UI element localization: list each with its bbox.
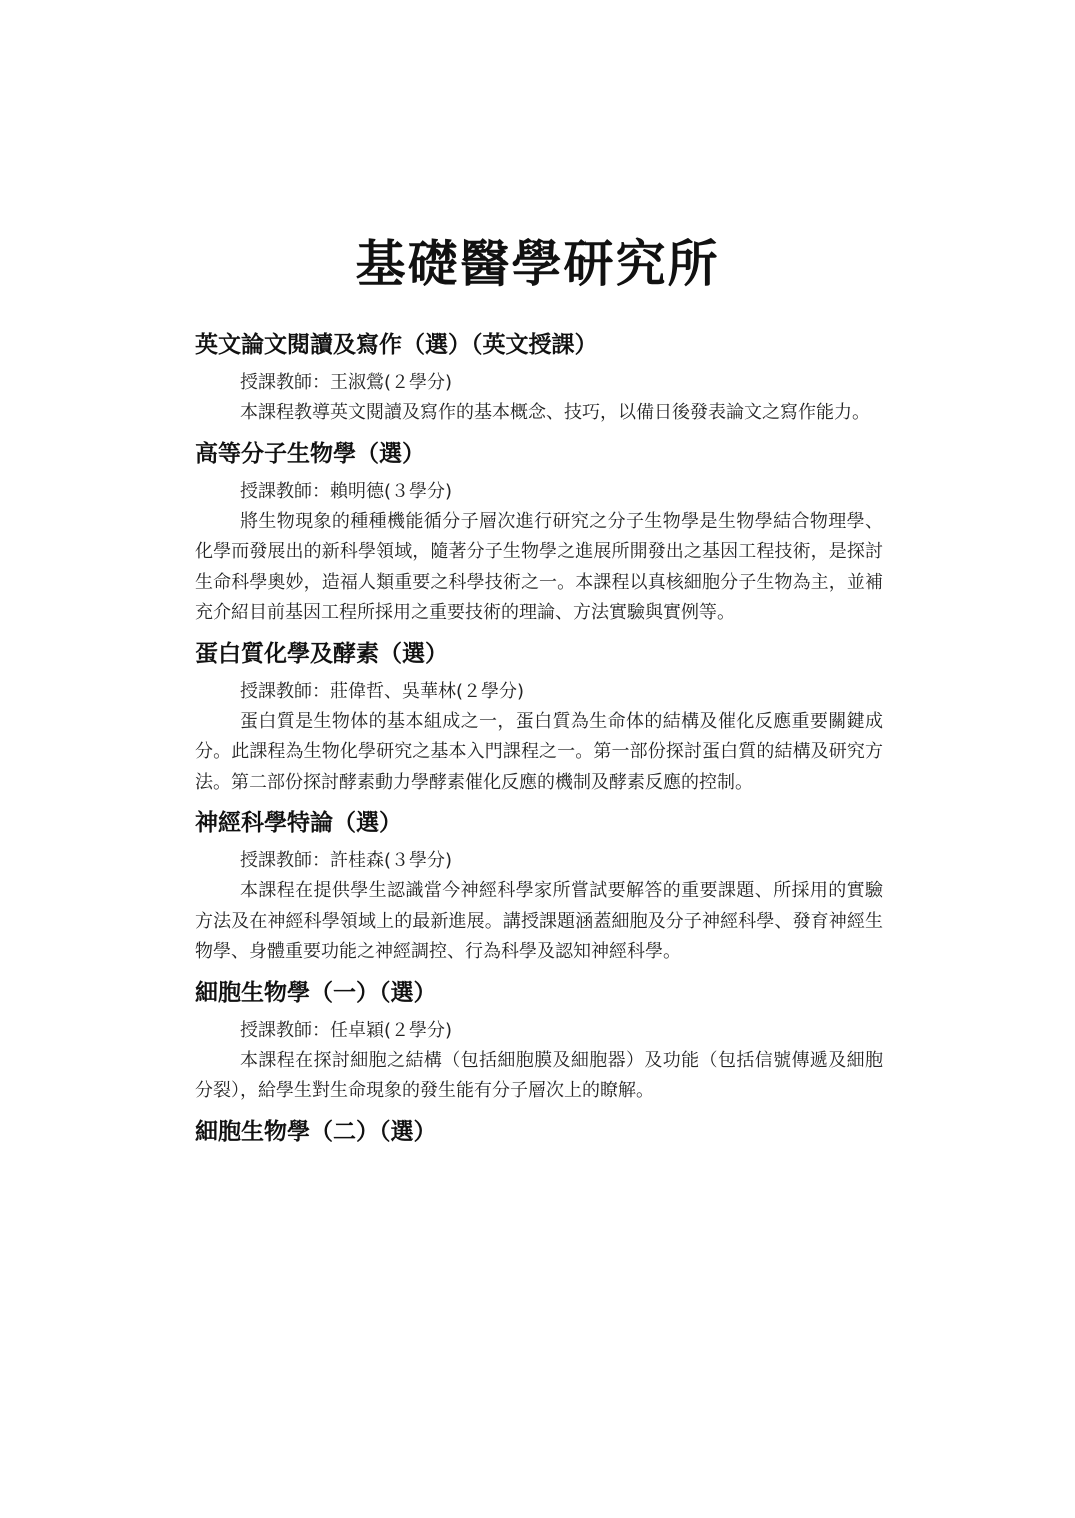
course-advanced-molecular-biology [195, 435, 883, 629]
course-title: 蛋白質化學及酵素（選） [195, 640, 448, 667]
course-cell-biology-2 [195, 1113, 883, 1151]
course-title: 高等分子生物學（選） [195, 440, 425, 467]
course-title: 英文論文閱讀及寫作（選）（英文授課） [195, 332, 598, 358]
course-description: 本課程教導英文閱讀及寫作的基本概念、技巧，以備日後發表論文之寫作能力。 [240, 402, 870, 423]
course-instructor: 授課教師：許桂森(３學分) [240, 850, 453, 871]
course-cell-biology-1 [195, 974, 883, 1107]
course-title: 細胞生物學（一）（選） [195, 979, 437, 1006]
course-description: 本課程在提供學生認識當今神經科學家所嘗試要解答的重要課題、所採用的實驗方法及在神經科學領域上的最新進展。講授課題涵蓋細胞及分子神經科學、發育神經生物學、身體重要功能之神經調控、行為科學及認知神經科學。 [195, 880, 883, 962]
course-instructor: 授課教師：任卓穎(２學分) [240, 1019, 453, 1041]
course-description: 蛋白質是生物体的基本組成之一，蛋白質為生命体的結構及催化反應重要關鍵成分。此課程為生物化學研究之基本入門課程之一。第一部份探討蛋白質的結構及研究方法。第二部份探討酵素動力學酵素催化反應的機制及酵素反應的控制。 [195, 710, 883, 793]
course-description: 將生物現象的種種機能循分子層次進行研究之分子生物學是生物學結合物理學、化學而發展出的新科學領域，隨著分子生物學之進展所開發出之基因工程技術，是探討生命科學奧妙，造福人類重要之科學技術之一。本課程以真核細胞分子生物為主，並補充介紹目前基因工程所採用之重要技術的理論、方法實驗與實例等。 [195, 510, 883, 623]
course-description: 本課程在探討細胞之結構（包括細胞膜及細胞器）及功能（包括信號傳遞及細胞分裂），給學生對生命現象的發生能有分子層次上的瞭解。 [195, 1049, 883, 1101]
page-title: 基礎醫學研究所 [355, 234, 720, 293]
course-title: 細胞生物學（二）（選） [195, 1118, 437, 1145]
course-protein-chemistry [195, 635, 883, 799]
course-english-writing [195, 326, 883, 429]
course-neuroscience [195, 804, 883, 968]
course-title: 神經科學特論（選） [195, 810, 402, 836]
course-instructor: 授課教師：王淑鶯(２學分) [240, 372, 453, 393]
course-list [195, 326, 883, 1157]
course-instructor: 授課教師：賴明德(３學分) [240, 480, 453, 502]
course-instructor: 授課教師：莊偉哲、吳華林(２學分) [240, 680, 525, 702]
